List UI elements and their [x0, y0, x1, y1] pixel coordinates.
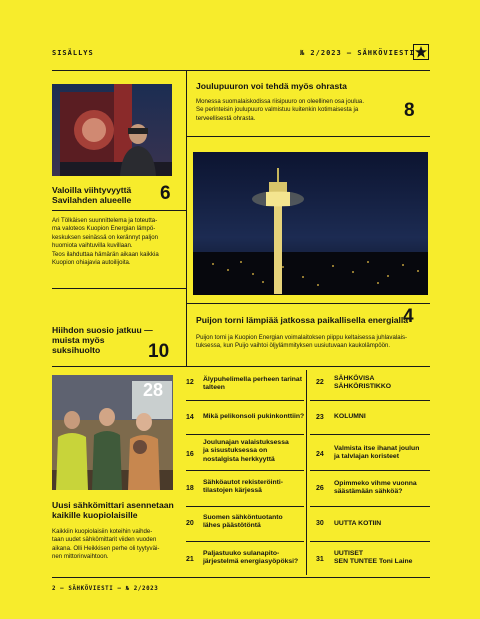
toc-item-page: 12	[186, 379, 194, 386]
toc-item-title[interactable]: Paljastuuko sulanapito- järjestelmä energiasyöpöksi?	[203, 550, 299, 566]
lighting-photo	[52, 84, 172, 176]
porridge-body: Monessa suomalaiskodissa riisipuuro on oleellinen osa joulua. Se perinteisin joulupuuro valmistuu kuitenkin kotimaisesta ja terveellisestä ohrasta.	[196, 98, 365, 122]
toc-item-title[interactable]: UUTISET SEN TUNTEE Toni Laine	[334, 550, 413, 566]
porridge-rule	[186, 136, 430, 137]
middle-rule	[52, 366, 430, 367]
toc-rule	[186, 434, 304, 435]
porridge-page-number: 8	[404, 100, 415, 121]
toc-item-title[interactable]: Sähköautot rekisteröinti- tilastojen kärjessä	[203, 479, 284, 495]
porridge-title: Joulupuuron voi tehdä myös ohrasta	[196, 81, 347, 91]
toc-item-page: 16	[186, 451, 194, 458]
header-left: SISÄLLYS	[52, 49, 94, 57]
toc-item-page: 23	[316, 414, 324, 421]
skiing-title: Hiihdon suosio jatkuu — muista myös suksihuolto	[52, 325, 153, 355]
toc-item-page: 22	[316, 379, 324, 386]
toc-item-title[interactable]: Joulunajan valaistuksessa ja sisustuksessa on nostalgista herkkyyttä	[203, 439, 289, 463]
meter-body: Kaikkiin kuopiolaisiin koteihin vaihde- taan uudet sähkömittarit viiden vuoden aikana. Olli Heikkisen perhe oli tyytyväi- nen mittorinvaihtoon.	[52, 528, 160, 561]
toc-rule	[186, 541, 304, 542]
toc-item-page: 18	[186, 485, 194, 492]
toc-rule	[186, 400, 304, 401]
tower-photo	[193, 152, 428, 295]
toc-item-page: 26	[316, 485, 324, 492]
lighting-rule	[52, 210, 186, 211]
tower-page-number: 4	[403, 306, 414, 327]
toc-rule	[310, 400, 430, 401]
logo-star-icon	[413, 44, 429, 60]
toc-item-page: 30	[316, 520, 324, 527]
lighting-body: Ari Tölkäisen suunnittelema ja toteutta- ma valoteos Kuopion Energian lämpö- keskuksen seinässä on kerännyt paljon huomiota vaihtuvilla kuvillaan. Teos ilahduttaa hämärän aikaan kaikkia Kuopion ohiajavia autoilijoita.	[52, 217, 159, 267]
toc-item-title[interactable]: KOLUMNI	[334, 413, 366, 420]
footer-text: 2 — SÄHKÖVIESTI — № 2/2023	[52, 586, 159, 592]
toc-item-title[interactable]: Suomen sähköntuotanto lähes päästötöntä	[203, 514, 283, 530]
header-rule	[52, 70, 430, 71]
header-right: № 2/2023 — SÄHKÖVIESTI	[300, 49, 415, 57]
toc-rule	[186, 506, 304, 507]
tower-title: Puijon torni lämpiää jatkossa paikallisella energialla	[196, 315, 409, 325]
toc-rule	[310, 470, 430, 471]
toc-item-title[interactable]: Valmista itse ihanat joulun ja talvlajan koristeet	[334, 445, 420, 461]
lighting-title: Valoilla viihtyvyyttä Savilahden alueelle	[52, 185, 132, 205]
column-divider	[186, 70, 187, 366]
toc-item-title[interactable]: Mikä pelikonsoli pukinkonttiin?	[203, 413, 305, 420]
toc-item-page: 24	[316, 451, 324, 458]
meter-page-number: 28	[143, 380, 164, 400]
skiing-page-number: 10	[148, 341, 170, 362]
toc-rule	[310, 434, 430, 435]
toc-item-page: 21	[186, 556, 194, 563]
tower-photo-rule	[186, 303, 430, 304]
toc-item-page: 31	[316, 556, 324, 563]
toc-item-title[interactable]: UUTTA KOTIIN	[334, 520, 382, 527]
toc-item-title[interactable]: SÄHKÖVISA SÄHKÖRISTIKKO	[334, 375, 392, 391]
toc-item-page: 14	[186, 414, 194, 421]
lighting-page-number: 6	[160, 183, 171, 204]
toc-item-title[interactable]: Opimmeko vihme vuonna säästämään sähköä?	[334, 480, 417, 496]
skiing-top-rule	[52, 288, 186, 289]
meter-title: Uusi sähkömittari asennetaan kaikille kuopiolaisille	[52, 500, 174, 520]
tower-body: Puijon torni ja Kuopion Energian voimalaitoksen piippu keltaisessa juhlavalais- tuksessa, kun Puijo vaihtoi öljylämmityksen uusiutuvaan kaukolämpöön.	[196, 334, 408, 350]
toc-item-title[interactable]: Älypuhelimella perheen tarinat talteen	[203, 376, 302, 392]
toc-rule	[310, 541, 430, 542]
toc-divider	[306, 370, 307, 575]
toc-rule	[186, 470, 304, 471]
footer-rule	[52, 577, 430, 578]
toc-item-page: 20	[186, 520, 194, 527]
toc-rule	[310, 506, 430, 507]
